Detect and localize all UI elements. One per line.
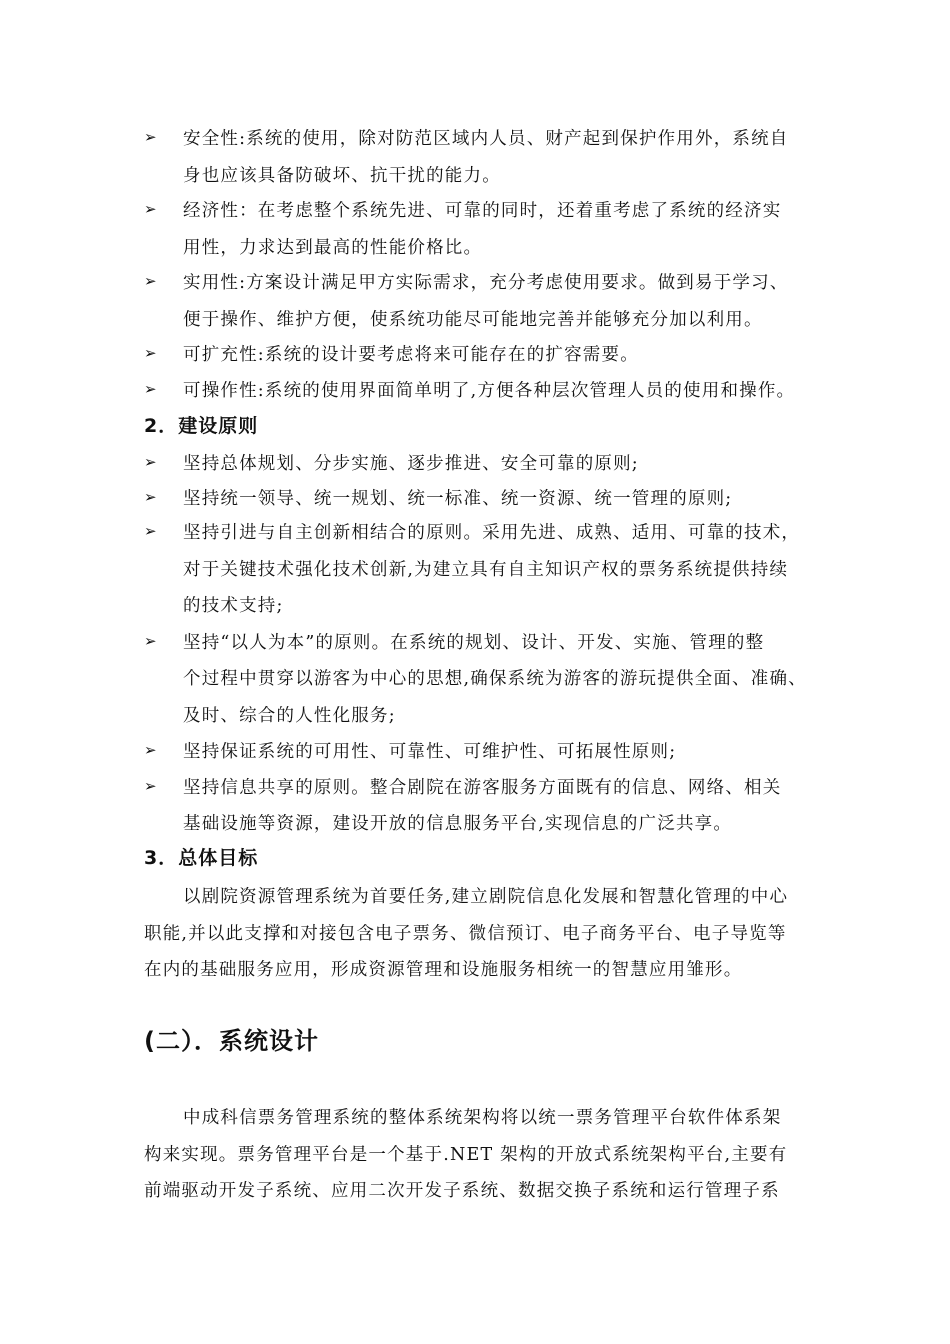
list-item-line: 坚持总体规划、分步实施、逐步推进、安全可靠的原则; (183, 454, 639, 474)
list-item-line: 经济性：在考虑整个系统先进、可靠的同时，还着重考虑了系统的经济实 (183, 201, 782, 221)
bullet-icon: ➢ (144, 777, 157, 795)
paragraph-line: 在内的基础服务应用，形成资源管理和设施服务相统一的智慧应用雏形。 (144, 960, 743, 980)
bullet-icon: ➢ (144, 741, 157, 759)
bullet-icon: ➢ (144, 453, 157, 471)
list-item-line: 对于关键技术强化技术创新,为建立具有自主知识产权的票务系统提供持续 (183, 560, 789, 580)
section-heading: 2．建设原则 (144, 415, 259, 437)
paragraph-line: 以剧院资源管理系统为首要任务,建立剧院信息化发展和智慧化管理的中心 (183, 887, 789, 907)
list-item-line: 便于操作、维护方便，使系统功能尽可能地完善并能够充分加以利用。 (183, 310, 763, 330)
list-item-line: 实用性:方案设计满足甲方实际需求，充分考虑使用要求。做到易于学习、 (183, 273, 789, 293)
list-item-line: 的技术支持; (183, 596, 284, 616)
paragraph-line: 构来实现。票务管理平台是一个基于.NET 架构的开放式系统架构平台,主要有 (144, 1145, 788, 1165)
list-item-line: 及时、综合的人性化服务; (183, 706, 396, 726)
bullet-icon: ➢ (144, 344, 157, 362)
list-item-line: 安全性:系统的使用，除对防范区域内人员、财产起到保护作用外，系统自 (183, 129, 789, 149)
list-item-line: 个过程中贯穿以游客为中心的思想,确保系统为游客的游玩提供全面、准确、 (183, 669, 807, 689)
bullet-icon: ➢ (144, 128, 157, 146)
bullet-icon: ➢ (144, 632, 157, 650)
list-item-line: 基础设施等资源，建设开放的信息服务平台,实现信息的广泛共享。 (183, 814, 733, 834)
list-item-line: 坚持引进与自主创新相结合的原则。采用先进、成熟、适用、可靠的技术， (183, 523, 801, 543)
list-item-line: 坚持保证系统的可用性、可靠性、可维护性、可拓展性原则; (183, 742, 677, 762)
list-item-line: 坚持“以人为本”的原则。在系统的规划、设计、开发、实施、管理的整 (183, 633, 765, 653)
bullet-icon: ➢ (144, 380, 157, 398)
section-heading: 3．总体目标 (144, 847, 259, 869)
list-item-line: 可扩充性:系统的设计要考虑将来可能存在的扩容需要。 (183, 345, 639, 365)
chapter-heading: (二）．系统设计 (144, 1027, 319, 1055)
list-item-line: 用性，力求达到最高的性能价格比。 (183, 238, 483, 258)
list-item-line: 坚持信息共享的原则。整合剧院在游客服务方面既有的信息、网络、相关 (183, 778, 782, 798)
paragraph-line: 职能,并以此支撑和对接包含电子票务、微信预订、电子商务平台、电子导览等 (144, 924, 787, 944)
bullet-icon: ➢ (144, 272, 157, 290)
list-item-line: 坚持统一领导、统一规划、统一标准、统一资源、统一管理的原则; (183, 489, 733, 509)
bullet-icon: ➢ (144, 200, 157, 218)
bullet-icon: ➢ (144, 488, 157, 506)
bullet-icon: ➢ (144, 522, 157, 540)
paragraph-line: 中成科信票务管理系统的整体系统架构将以统一票务管理平台软件体系架 (183, 1108, 782, 1128)
paragraph-line: 前端驱动开发子系统、应用二次开发子系统、数据交换子系统和运行管理子系 (144, 1181, 780, 1201)
list-item-line: 身也应该具备防破坏、抗干扰的能力。 (183, 166, 501, 186)
list-item-line: 可操作性:系统的使用界面简单明了,方便各种层次管理人员的使用和操作。 (183, 381, 796, 401)
